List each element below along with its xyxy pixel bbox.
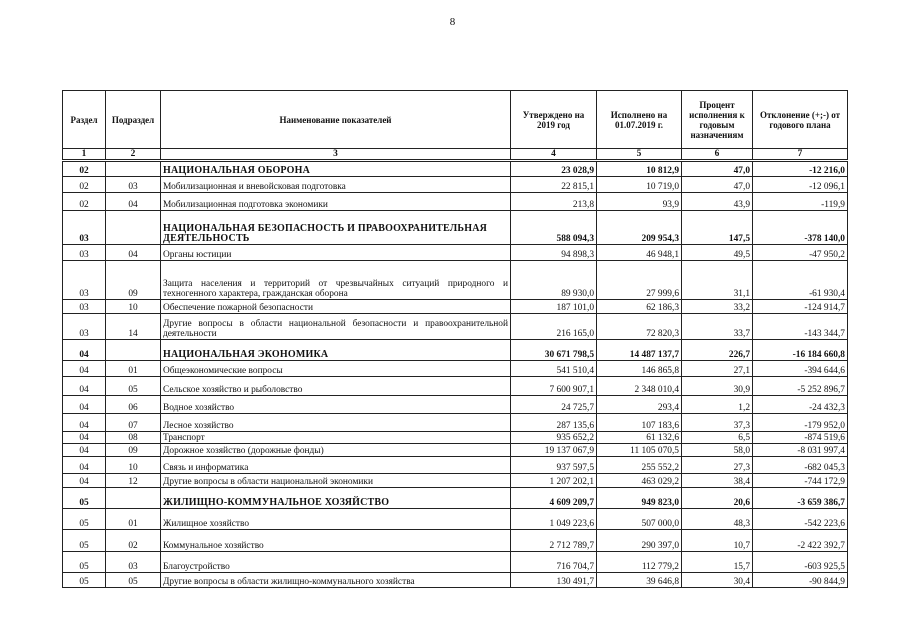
cell-approved: 94 898,3	[511, 245, 597, 261]
table-row	[63, 432, 848, 444]
cell-percent: 6,5	[682, 432, 753, 444]
cell-executed: 290 397,0	[597, 530, 682, 552]
cell-subsection	[106, 488, 161, 509]
cell-section: 05	[63, 509, 106, 530]
cell-percent: 33,2	[682, 300, 753, 314]
cell-section: 05	[63, 530, 106, 552]
cell-section: 04	[63, 444, 106, 457]
cell-subsection: 14	[106, 314, 161, 340]
cell-percent: 37,3	[682, 414, 753, 432]
cell-deviation: -2 422 392,7	[753, 530, 848, 552]
cell-subsection: 07	[106, 414, 161, 432]
cell-name: Транспорт	[161, 432, 511, 444]
cell-section: 04	[63, 414, 106, 432]
cell-section: 03	[63, 314, 106, 340]
cell-name: Защита населения и территорий от чрезвычайных ситуаций природного и техногенного характера, гражданская оборона	[161, 261, 511, 300]
table-row	[63, 573, 848, 588]
cell-section: 02	[63, 193, 106, 211]
cell-name: Органы юстиции	[161, 245, 511, 261]
cell-approved: 187 101,0	[511, 300, 597, 314]
cell-executed: 46 948,1	[597, 245, 682, 261]
cell-approved: 287 135,6	[511, 414, 597, 432]
cell-subsection	[106, 340, 161, 361]
table-row	[63, 177, 848, 193]
cell-approved: 24 725,7	[511, 396, 597, 414]
cell-subsection: 01	[106, 361, 161, 377]
cell-percent: 10,7	[682, 530, 753, 552]
page-number: 8	[449, 16, 456, 28]
table-row	[63, 361, 848, 377]
cell-executed: 949 823,0	[597, 488, 682, 509]
cell-subsection: 05	[106, 377, 161, 396]
cell-approved: 1 049 223,6	[511, 509, 597, 530]
cell-deviation: -744 172,9	[753, 474, 848, 488]
cell-deviation: -5 252 896,7	[753, 377, 848, 396]
cell-deviation: -119,9	[753, 193, 848, 211]
cell-section: 04	[63, 377, 106, 396]
cell-deviation: -8 031 997,4	[753, 444, 848, 457]
cell-name: Лесное хозяйство	[161, 414, 511, 432]
cell-percent: 31,1	[682, 261, 753, 300]
cell-executed: 62 186,3	[597, 300, 682, 314]
column-number-row	[63, 149, 848, 161]
cell-name: Жилищное хозяйство	[161, 509, 511, 530]
cell-executed: 209 954,3	[597, 211, 682, 245]
header-name: Наименование показателей	[161, 91, 511, 149]
cell-section: 04	[63, 432, 106, 444]
cell-name: Другие вопросы в области национальной экономики	[161, 474, 511, 488]
cell-executed: 27 999,6	[597, 261, 682, 300]
cell-name: Сельское хозяйство и рыболовство	[161, 377, 511, 396]
cell-name: ЖИЛИЩНО-КОММУНАЛЬНОЕ ХОЗЯЙСТВО	[161, 488, 511, 509]
cell-name: Обеспечение пожарной безопасности	[161, 300, 511, 314]
cell-approved: 2 712 789,7	[511, 530, 597, 552]
cell-name: НАЦИОНАЛЬНАЯ ОБОРОНА	[161, 161, 511, 177]
cell-deviation: -16 184 660,8	[753, 340, 848, 361]
cell-deviation: -61 930,4	[753, 261, 848, 300]
cell-name: Связь и информатика	[161, 457, 511, 474]
cell-percent: 43,9	[682, 193, 753, 211]
cell-subsection: 03	[106, 177, 161, 193]
cell-subsection: 10	[106, 300, 161, 314]
cell-approved: 30 671 798,5	[511, 340, 597, 361]
cell-subsection: 12	[106, 474, 161, 488]
table-row	[63, 444, 848, 457]
cell-deviation: -143 344,7	[753, 314, 848, 340]
cell-subsection: 06	[106, 396, 161, 414]
column-number: 4	[511, 149, 597, 161]
cell-executed: 93,9	[597, 193, 682, 211]
header-deviation: Отклонение (+;-) от годового плана	[753, 91, 848, 149]
cell-percent: 27,1	[682, 361, 753, 377]
header-executed: Исполнено на 01.07.2019 г.	[597, 91, 682, 149]
cell-section: 05	[63, 488, 106, 509]
cell-percent: 226,7	[682, 340, 753, 361]
section-total-row	[63, 211, 848, 245]
table-row	[63, 377, 848, 396]
cell-executed: 107 183,6	[597, 414, 682, 432]
cell-percent: 147,5	[682, 211, 753, 245]
cell-deviation: -603 925,5	[753, 552, 848, 573]
cell-section: 03	[63, 300, 106, 314]
cell-percent: 15,7	[682, 552, 753, 573]
cell-executed: 10 719,0	[597, 177, 682, 193]
section-total-row	[63, 340, 848, 361]
cell-executed: 507 000,0	[597, 509, 682, 530]
cell-name: Мобилизационная и вневойсковая подготовка	[161, 177, 511, 193]
cell-subsection: 10	[106, 457, 161, 474]
cell-percent: 30,4	[682, 573, 753, 588]
cell-approved: 588 094,3	[511, 211, 597, 245]
cell-approved: 4 609 209,7	[511, 488, 597, 509]
cell-approved: 216 165,0	[511, 314, 597, 340]
table-row	[63, 396, 848, 414]
header-subsection: Подраздел	[106, 91, 161, 149]
cell-subsection: 05	[106, 573, 161, 588]
cell-section: 02	[63, 177, 106, 193]
table-row	[63, 552, 848, 573]
cell-deviation: -542 223,6	[753, 509, 848, 530]
cell-section: 04	[63, 457, 106, 474]
cell-section: 04	[63, 361, 106, 377]
cell-percent: 58,0	[682, 444, 753, 457]
cell-approved: 1 207 202,1	[511, 474, 597, 488]
cell-subsection: 04	[106, 193, 161, 211]
table-row	[63, 193, 848, 211]
cell-deviation: -3 659 386,7	[753, 488, 848, 509]
cell-executed: 2 348 010,4	[597, 377, 682, 396]
table-header-row	[63, 91, 848, 149]
cell-deviation: -874 519,6	[753, 432, 848, 444]
cell-name: Водное хозяйство	[161, 396, 511, 414]
cell-executed: 10 812,9	[597, 161, 682, 177]
cell-section: 04	[63, 340, 106, 361]
cell-deviation: -12 216,0	[753, 161, 848, 177]
cell-percent: 33,7	[682, 314, 753, 340]
cell-percent: 27,3	[682, 457, 753, 474]
cell-percent: 47,0	[682, 161, 753, 177]
cell-executed: 146 865,8	[597, 361, 682, 377]
cell-executed: 72 820,3	[597, 314, 682, 340]
cell-name: НАЦИОНАЛЬНАЯ БЕЗОПАСНОСТЬ И ПРАВООХРАНИТЕЛЬНАЯ ДЕЯТЕЛЬНОСТЬ	[161, 211, 511, 245]
cell-approved: 716 704,7	[511, 552, 597, 573]
table-row	[63, 474, 848, 488]
cell-name: Коммунальное хозяйство	[161, 530, 511, 552]
cell-percent: 1,2	[682, 396, 753, 414]
cell-name: Благоустройство	[161, 552, 511, 573]
cell-executed: 14 487 137,7	[597, 340, 682, 361]
cell-subsection: 09	[106, 444, 161, 457]
cell-percent: 49,5	[682, 245, 753, 261]
cell-percent: 47,0	[682, 177, 753, 193]
cell-name: Другие вопросы в области национальной безопасности и правоохранительной деятельности	[161, 314, 511, 340]
header-approved: Утверждено на 2019 год	[511, 91, 597, 149]
cell-subsection: 09	[106, 261, 161, 300]
cell-subsection	[106, 211, 161, 245]
cell-executed: 463 029,2	[597, 474, 682, 488]
cell-executed: 255 552,2	[597, 457, 682, 474]
cell-deviation: -47 950,2	[753, 245, 848, 261]
cell-section: 02	[63, 161, 106, 177]
section-total-row	[63, 488, 848, 509]
column-number: 3	[161, 149, 511, 161]
cell-percent: 38,4	[682, 474, 753, 488]
table-row	[63, 414, 848, 432]
table-row	[63, 261, 848, 300]
table-row	[63, 314, 848, 340]
cell-percent: 20,6	[682, 488, 753, 509]
table-row	[63, 530, 848, 552]
cell-subsection: 01	[106, 509, 161, 530]
column-number: 1	[63, 149, 106, 161]
cell-executed: 112 779,2	[597, 552, 682, 573]
cell-executed: 11 105 070,5	[597, 444, 682, 457]
table-row	[63, 245, 848, 261]
cell-approved: 19 137 067,9	[511, 444, 597, 457]
cell-section: 03	[63, 245, 106, 261]
cell-deviation: -179 952,0	[753, 414, 848, 432]
cell-deviation: -124 914,7	[753, 300, 848, 314]
cell-subsection: 03	[106, 552, 161, 573]
cell-name: Дорожное хозяйство (дорожные фонды)	[161, 444, 511, 457]
cell-name: НАЦИОНАЛЬНАЯ ЭКОНОМИКА	[161, 340, 511, 361]
cell-deviation: -12 096,1	[753, 177, 848, 193]
cell-approved: 89 930,0	[511, 261, 597, 300]
cell-executed: 293,4	[597, 396, 682, 414]
cell-subsection: 02	[106, 530, 161, 552]
header-section: Раздел	[63, 91, 106, 149]
cell-name: Мобилизационная подготовка экономики	[161, 193, 511, 211]
cell-section: 03	[63, 211, 106, 245]
column-number: 7	[753, 149, 848, 161]
table-row	[63, 509, 848, 530]
cell-approved: 935 652,2	[511, 432, 597, 444]
cell-subsection: 04	[106, 245, 161, 261]
cell-executed: 61 132,6	[597, 432, 682, 444]
cell-approved: 22 815,1	[511, 177, 597, 193]
cell-approved: 937 597,5	[511, 457, 597, 474]
cell-percent: 30,9	[682, 377, 753, 396]
header-percent: Процент исполнения к годовым назначениям	[682, 91, 753, 149]
cell-executed: 39 646,8	[597, 573, 682, 588]
budget-execution-table	[62, 90, 848, 588]
cell-deviation: -378 140,0	[753, 211, 848, 245]
section-total-row	[63, 161, 848, 177]
column-number: 5	[597, 149, 682, 161]
cell-deviation: -24 432,3	[753, 396, 848, 414]
cell-section: 03	[63, 261, 106, 300]
cell-approved: 7 600 907,1	[511, 377, 597, 396]
cell-approved: 213,8	[511, 193, 597, 211]
cell-section: 05	[63, 552, 106, 573]
cell-deviation: -90 844,9	[753, 573, 848, 588]
cell-section: 04	[63, 474, 106, 488]
cell-percent: 48,3	[682, 509, 753, 530]
column-number: 2	[106, 149, 161, 161]
cell-section: 05	[63, 573, 106, 588]
cell-name: Другие вопросы в области жилищно-коммунального хозяйства	[161, 573, 511, 588]
table-row	[63, 300, 848, 314]
cell-approved: 541 510,4	[511, 361, 597, 377]
cell-approved: 23 028,9	[511, 161, 597, 177]
cell-name: Общеэкономические вопросы	[161, 361, 511, 377]
cell-deviation: -682 045,3	[753, 457, 848, 474]
table-row	[63, 457, 848, 474]
cell-subsection	[106, 161, 161, 177]
column-number: 6	[682, 149, 753, 161]
cell-subsection: 08	[106, 432, 161, 444]
cell-deviation: -394 644,6	[753, 361, 848, 377]
cell-approved: 130 491,7	[511, 573, 597, 588]
cell-section: 04	[63, 396, 106, 414]
